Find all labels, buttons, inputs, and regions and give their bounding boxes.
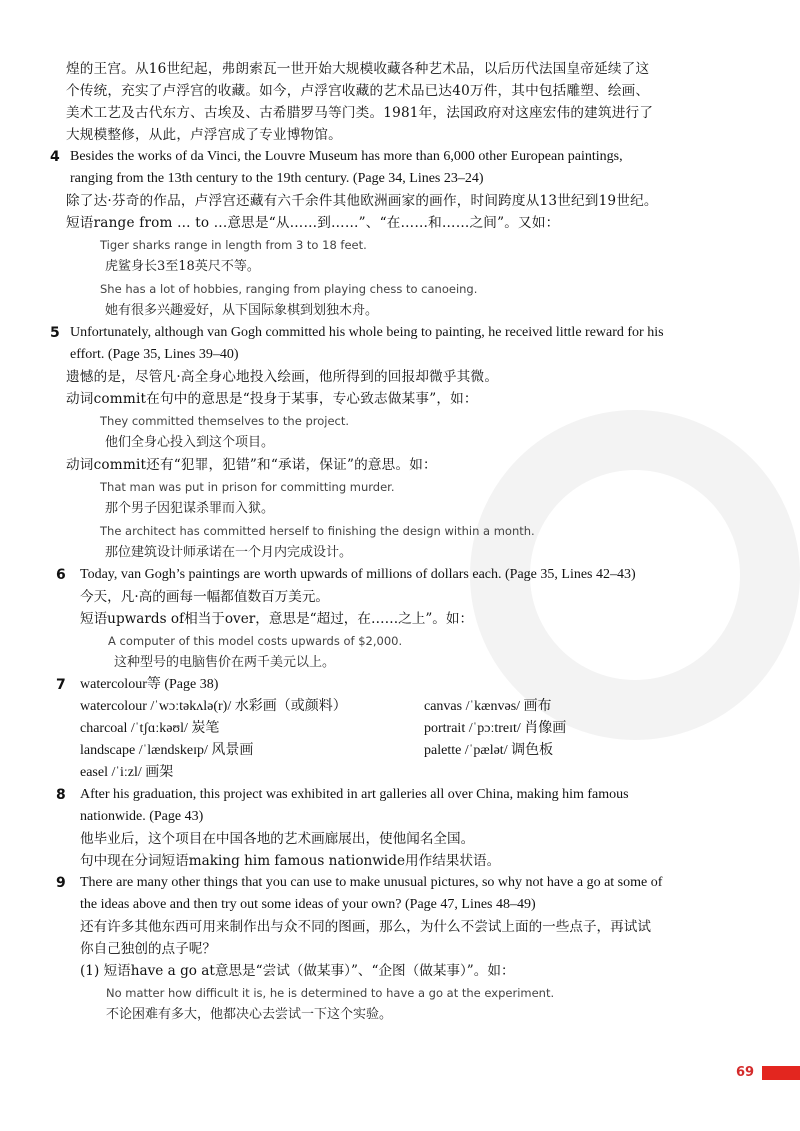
item-number: 4: [50, 149, 60, 165]
sentence-4-line: [0, 146, 800, 168]
page-number-accent-bar: [762, 1066, 800, 1080]
page-number: 69: [736, 1065, 755, 1080]
english-line: the ideas above and then try out some ideas of your own? (Page 47, Lines 48–49): [80, 897, 536, 912]
vocab-term: palette /ˈpælət/ 调色板: [424, 743, 554, 758]
chinese-line: 遗憾的是，尽管凡·高全身心地投入绘画，他所得到的回报却微乎其微。: [66, 369, 499, 385]
english-text: Today, van Gogh’s paintings are worth upwards of millions of dollars each. (Page 35, Lines 42–43): [80, 567, 636, 582]
chinese-line: 动词commit在句中的意思是“投身于某事，专心致志做某事”，如：: [66, 391, 478, 407]
example-chinese: 虎鲨身长3至18英尺不等。: [105, 259, 260, 274]
vocab-row: [0, 762, 800, 784]
item-number: 9: [56, 875, 66, 891]
item-number: 5: [50, 325, 60, 341]
vocab-term: easel /ˈiːzl/ 画架: [80, 765, 174, 780]
english-line: effort. (Page 35, Lines 39–40): [70, 347, 239, 362]
chinese-line: 除了达·芬奇的作品，卢浮宫还藏有六千余件其他欧洲画家的画作，时间跨度从13世纪到19世纪。: [66, 193, 658, 209]
vocab-term: landscape /ˈlændskeɪp/ 风景画: [80, 743, 254, 758]
vocab-term: canvas /ˈkænvəs/ 画布: [424, 699, 552, 714]
english-text: Unfortunately, although van Gogh committed his whole being to painting, he received little reward for his: [70, 325, 664, 340]
chinese-line: 还有许多其他东西可用来制作出与众不同的图画，那么，为什么不尝试上面的一些点子，再试试: [80, 919, 651, 935]
example-english: That man was put in prison for committing murder.: [100, 480, 395, 494]
sentence-5-line: [0, 322, 800, 344]
example-english: The architect has committed herself to finishing the design within a month.: [100, 524, 535, 538]
sentence-9-line: [0, 872, 800, 894]
example-chinese: 不论困难有多大，他都决心去尝试一下这个实验。: [106, 1007, 393, 1022]
vocab-term: portrait /ˈpɔːtreɪt/ 肖像画: [424, 721, 567, 736]
chinese-line: 句中现在分词短语making him famous nationwide用作结果状语。: [80, 853, 501, 869]
chinese-line: 他毕业后，这个项目在中国各地的艺术画廊展出，使他闻名全国。: [80, 831, 475, 847]
sub-point-line: (1) 短语have a go at意思是“尝试（做某事）”、“企图（做某事）”。如：: [80, 963, 515, 979]
example-chinese: 他们全身心投入到这个项目。: [105, 435, 275, 450]
page-content: [0, 58, 800, 1026]
item-number: 7: [56, 677, 66, 693]
example-chinese: 那位建筑设计师承诺在一个月内完成设计。: [105, 545, 353, 560]
chinese-line: 今天，凡·高的画每一幅都值数百万美元。: [80, 589, 330, 605]
english-line: nationwide. (Page 43): [80, 809, 204, 824]
chinese-line: 动词commit还有“犯罪，犯错”和“承诺，保证”的意思。如：: [66, 457, 437, 473]
example-chinese: 她有很多兴趣爱好，从下国际象棋到划独木舟。: [105, 303, 379, 318]
item-number: 8: [56, 787, 66, 803]
paragraph-line: 个传统，充实了卢浮宫的收藏。如今，卢浮宫收藏的艺术品已达40万件，其中包括雕塑、绘画、: [66, 83, 650, 99]
paragraph-line: 美术工艺及古代东方、古埃及、古希腊罗马等门类。1981年，法国政府对这座宏伟的建筑进行了: [66, 105, 654, 121]
example-english: They committed themselves to the project.: [100, 414, 350, 428]
chinese-line: 你自己独创的点子呢？: [80, 941, 216, 957]
example-english: No matter how difficult it is, he is determined to have a go at the experiment.: [106, 986, 555, 1000]
vocab-term: charcoal /ˈtʃɑːkəʊl/ 炭笔: [80, 721, 220, 736]
english-text: Besides the works of da Vinci, the Louvre Museum has more than 6,000 other European paintings,: [70, 149, 623, 164]
paragraph-line: 煌的王宫。从16世纪起，弗朗索瓦一世开始大规模收藏各种艺术品，以后历代法国皇帝延续了这: [66, 61, 650, 77]
chinese-line: 短语range from ... to ...意思是“从……到……”、“在……和……之间”。又如：: [66, 215, 560, 231]
item-number: 6: [56, 567, 66, 583]
vocab-heading: watercolour等 (Page 38): [80, 677, 219, 692]
sentence-7-line: [0, 674, 800, 696]
english-line: ranging from the 13th century to the 19th century. (Page 34, Lines 23–24): [70, 171, 484, 186]
example-english: She has a lot of hobbies, ranging from playing chess to canoeing.: [100, 282, 478, 296]
english-text: After his graduation, this project was exhibited in art galleries all over China, making him famous: [80, 787, 629, 802]
vocab-row: [0, 696, 800, 718]
example-chinese: 那个男子因犯谋杀罪而入狱。: [105, 501, 275, 516]
paragraph-line: 大规模整修，从此，卢浮宫成了专业博物馆。: [66, 127, 342, 143]
chinese-line: 短语upwards of相当于over，意思是“超过，在……之上”。如：: [80, 611, 474, 627]
sentence-8-line: [0, 784, 800, 806]
vocab-row: [0, 718, 800, 740]
example-english: A computer of this model costs upwards of $2,000.: [108, 634, 403, 648]
example-chinese: 这种型号的电脑售价在两千美元以上。: [114, 655, 336, 670]
vocab-term: watercolour /ˈwɔːtəkʌlə(r)/ 水彩画（或颜料）: [80, 699, 347, 714]
english-text: There are many other things that you can use to make unusual pictures, so why not have a go at some of: [80, 875, 663, 890]
example-english: Tiger sharks range in length from 3 to 18 feet.: [100, 238, 367, 252]
vocab-row: [0, 740, 800, 762]
sentence-6-line: [0, 564, 800, 586]
